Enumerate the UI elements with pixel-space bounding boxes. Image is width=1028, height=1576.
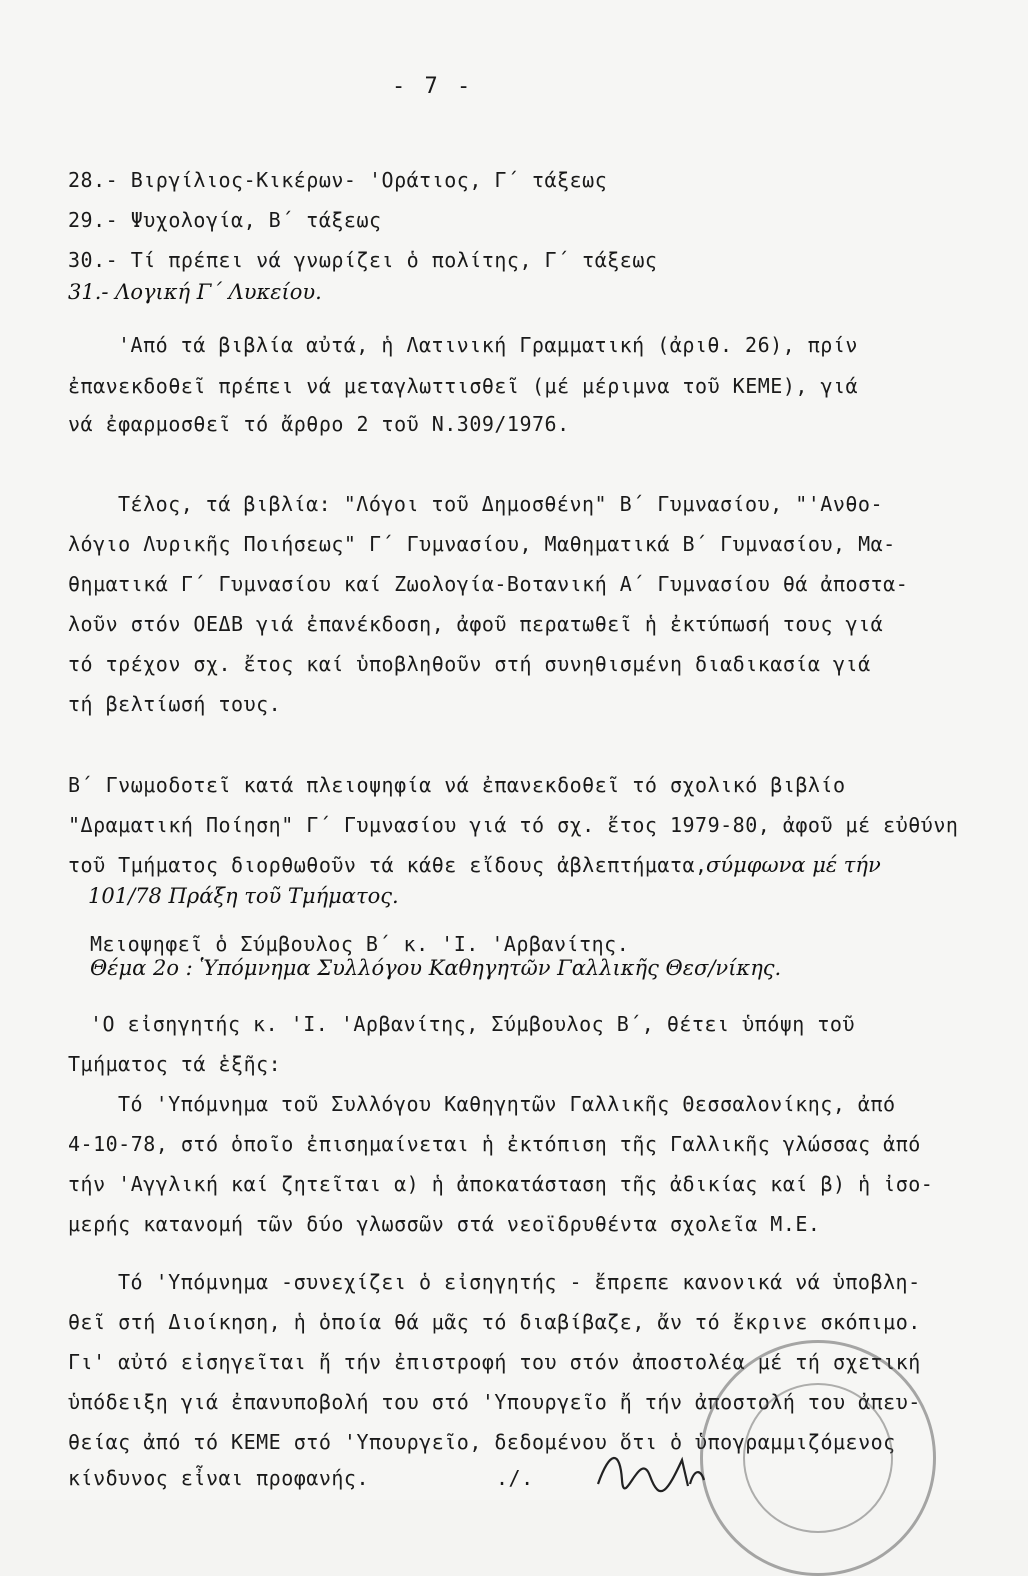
list-item: 28.- Βιργίλιος-Κικέρων- 'Οράτιος, Γ΄ τάξεως: [68, 168, 608, 192]
paragraph-line: τό τρέχον σχ. ἔτος καί ὑποβληθοῦν στή συνηθισμένη διαδικασία γιά: [68, 652, 871, 676]
paragraph-line: 4-10-78, στό ὁποῖο ἐπισημαίνεται ἡ ἐκτόπιση τῆς Γαλλικῆς γλώσσας ἀπό: [68, 1132, 921, 1156]
paragraph-line: νά ἐφαρμοσθεῖ τό ἄρθρο 2 τοῦ Ν.309/1976.: [68, 412, 570, 436]
paragraph-line: 'Ο εἰσηγητής κ. 'Ι. 'Αρβανίτης, Σύμβουλος Β΄, θέτει ὑπόψη τοῦ: [90, 1012, 856, 1036]
handwritten-note: σύμφωνα μέ τήν: [706, 853, 881, 877]
paragraph-line: Τμήματος τά ἑξῆς:: [68, 1052, 282, 1076]
paragraph-line: θείας ἀπό τό ΚΕΜΕ στό 'Υπουργεῖο, δεδομένου ὅτι ὁ ὑπογραμμιζόμενος: [68, 1430, 896, 1454]
handwritten-note: 101/78 Πράξη τοῦ Τμήματος.: [88, 884, 399, 908]
paragraph-line: Γι' αὐτό εἰσηγεῖται ἤ τήν ἐπιστροφή του στόν ἀποστολέα μέ τή σχετική: [68, 1350, 921, 1374]
paragraph-line: κίνδυνος εἶναι προφανής.: [68, 1466, 369, 1490]
paragraph-line: θεῖ στή Διοίκηση, ἡ ὁποία θά μᾶς τό διαβίβαζε, ἄν τό ἔκρινε σκόπιμο.: [68, 1310, 921, 1334]
stamp-inner-ring: [743, 1383, 893, 1533]
list-item: 30.- Τί πρέπει νά γνωρίζει ὁ πολίτης, Γ΄ τάξεως: [68, 248, 658, 272]
paragraph-line: ὑπόδειξη γιά ἐπανυποβολή του στό 'Υπουργεῖο ἤ τήν ἀποστολή του ἀπευ-: [68, 1390, 921, 1414]
paragraph-line: ἐπανεκδοθεῖ πρέπει νά μεταγλωττισθεῖ (μέ μέριμνα τοῦ ΚΕΜΕ), γιά: [68, 374, 859, 398]
paragraph-line: 'Από τά βιβλία αὐτά, ἡ Λατινική Γραμματική (ἀριθ. 26), πρίν: [118, 333, 858, 357]
paragraph-line: Τό 'Υπόμνημα τοῦ Συλλόγου Καθηγητῶν Γαλλικῆς Θεσσαλονίκης, ἀπό: [118, 1092, 896, 1116]
signature-icon: [590, 1440, 710, 1498]
paragraph-line: μερής κατανομή τῶν δύο γλωσσῶν στά νεοϊδρυθέντα σχολεῖα Μ.Ε.: [68, 1212, 821, 1236]
paragraph-line: τοῦ Τμήματος διορθωθοῦν τά κάθε εἴδους ἀβλεπτήματα,: [68, 853, 708, 877]
paragraph-line: Β΄ Γνωμοδοτεῖ κατά πλειοψηφία νά ἐπανεκδοθεῖ τό σχολικό βιβλίο: [68, 773, 846, 797]
handwritten-list-item: 31.- Λογική Γ΄ Λυκείου.: [68, 280, 322, 304]
paragraph-line: θηματικά Γ΄ Γυμνασίου καί Ζωολογία-Βοτανική Α΄ Γυμνασίου θά ἀποστα-: [68, 572, 909, 596]
paragraph-line: Τέλος, τά βιβλία: "Λόγοι τοῦ Δημοσθένη" Β΄ Γυμνασίου, "'Ανθο-: [118, 492, 884, 516]
list-item: 29.- Ψυχολογία, Β΄ τάξεως: [68, 208, 382, 232]
minority-opinion: Μειοψηφεῖ ὁ Σύμβουλος Β΄ κ. 'Ι. 'Αρβανίτης.: [90, 932, 630, 956]
paragraph-line: "Δραματική Ποίηση" Γ΄ Γυμνασίου γιά τό σχ. ἔτος 1979-80, ἀφοῦ μέ εὐθύνη: [68, 813, 959, 837]
paragraph-line: Τό 'Υπόμνημα -συνεχίζει ὁ εἰσηγητής - ἔπρεπε κανονικά νά ὑποβλη-: [118, 1270, 921, 1294]
paragraph-line: τήν 'Αγγλική καί ζητεῖται α) ἡ ἀποκατάσταση τῆς ἀδικίας καί β) ἡ ἰσο-: [68, 1172, 934, 1196]
handwritten-topic: Θέμα 2ο : Ὑπόμνημα Συλλόγου Καθηγητῶν Γαλλικῆς Θεσ/νίκης.: [90, 956, 782, 980]
continuation-mark: ./.: [496, 1466, 534, 1490]
page-number: - 7 -: [392, 74, 474, 99]
paragraph-line: λοῦν στόν ΟΕΔΒ γιά ἐπανέκδοση, ἀφοῦ περατωθεῖ ἡ ἐκτύπωσή τους γιά: [68, 612, 884, 636]
paragraph-line: τή βελτίωσή τους.: [68, 692, 282, 716]
official-stamp: [700, 1340, 936, 1576]
paragraph-line: λόγιο Λυρικῆς Ποιήσεως" Γ΄ Γυμνασίου, Μαθηματικά Β΄ Γυμνασίου, Μα-: [68, 532, 896, 556]
